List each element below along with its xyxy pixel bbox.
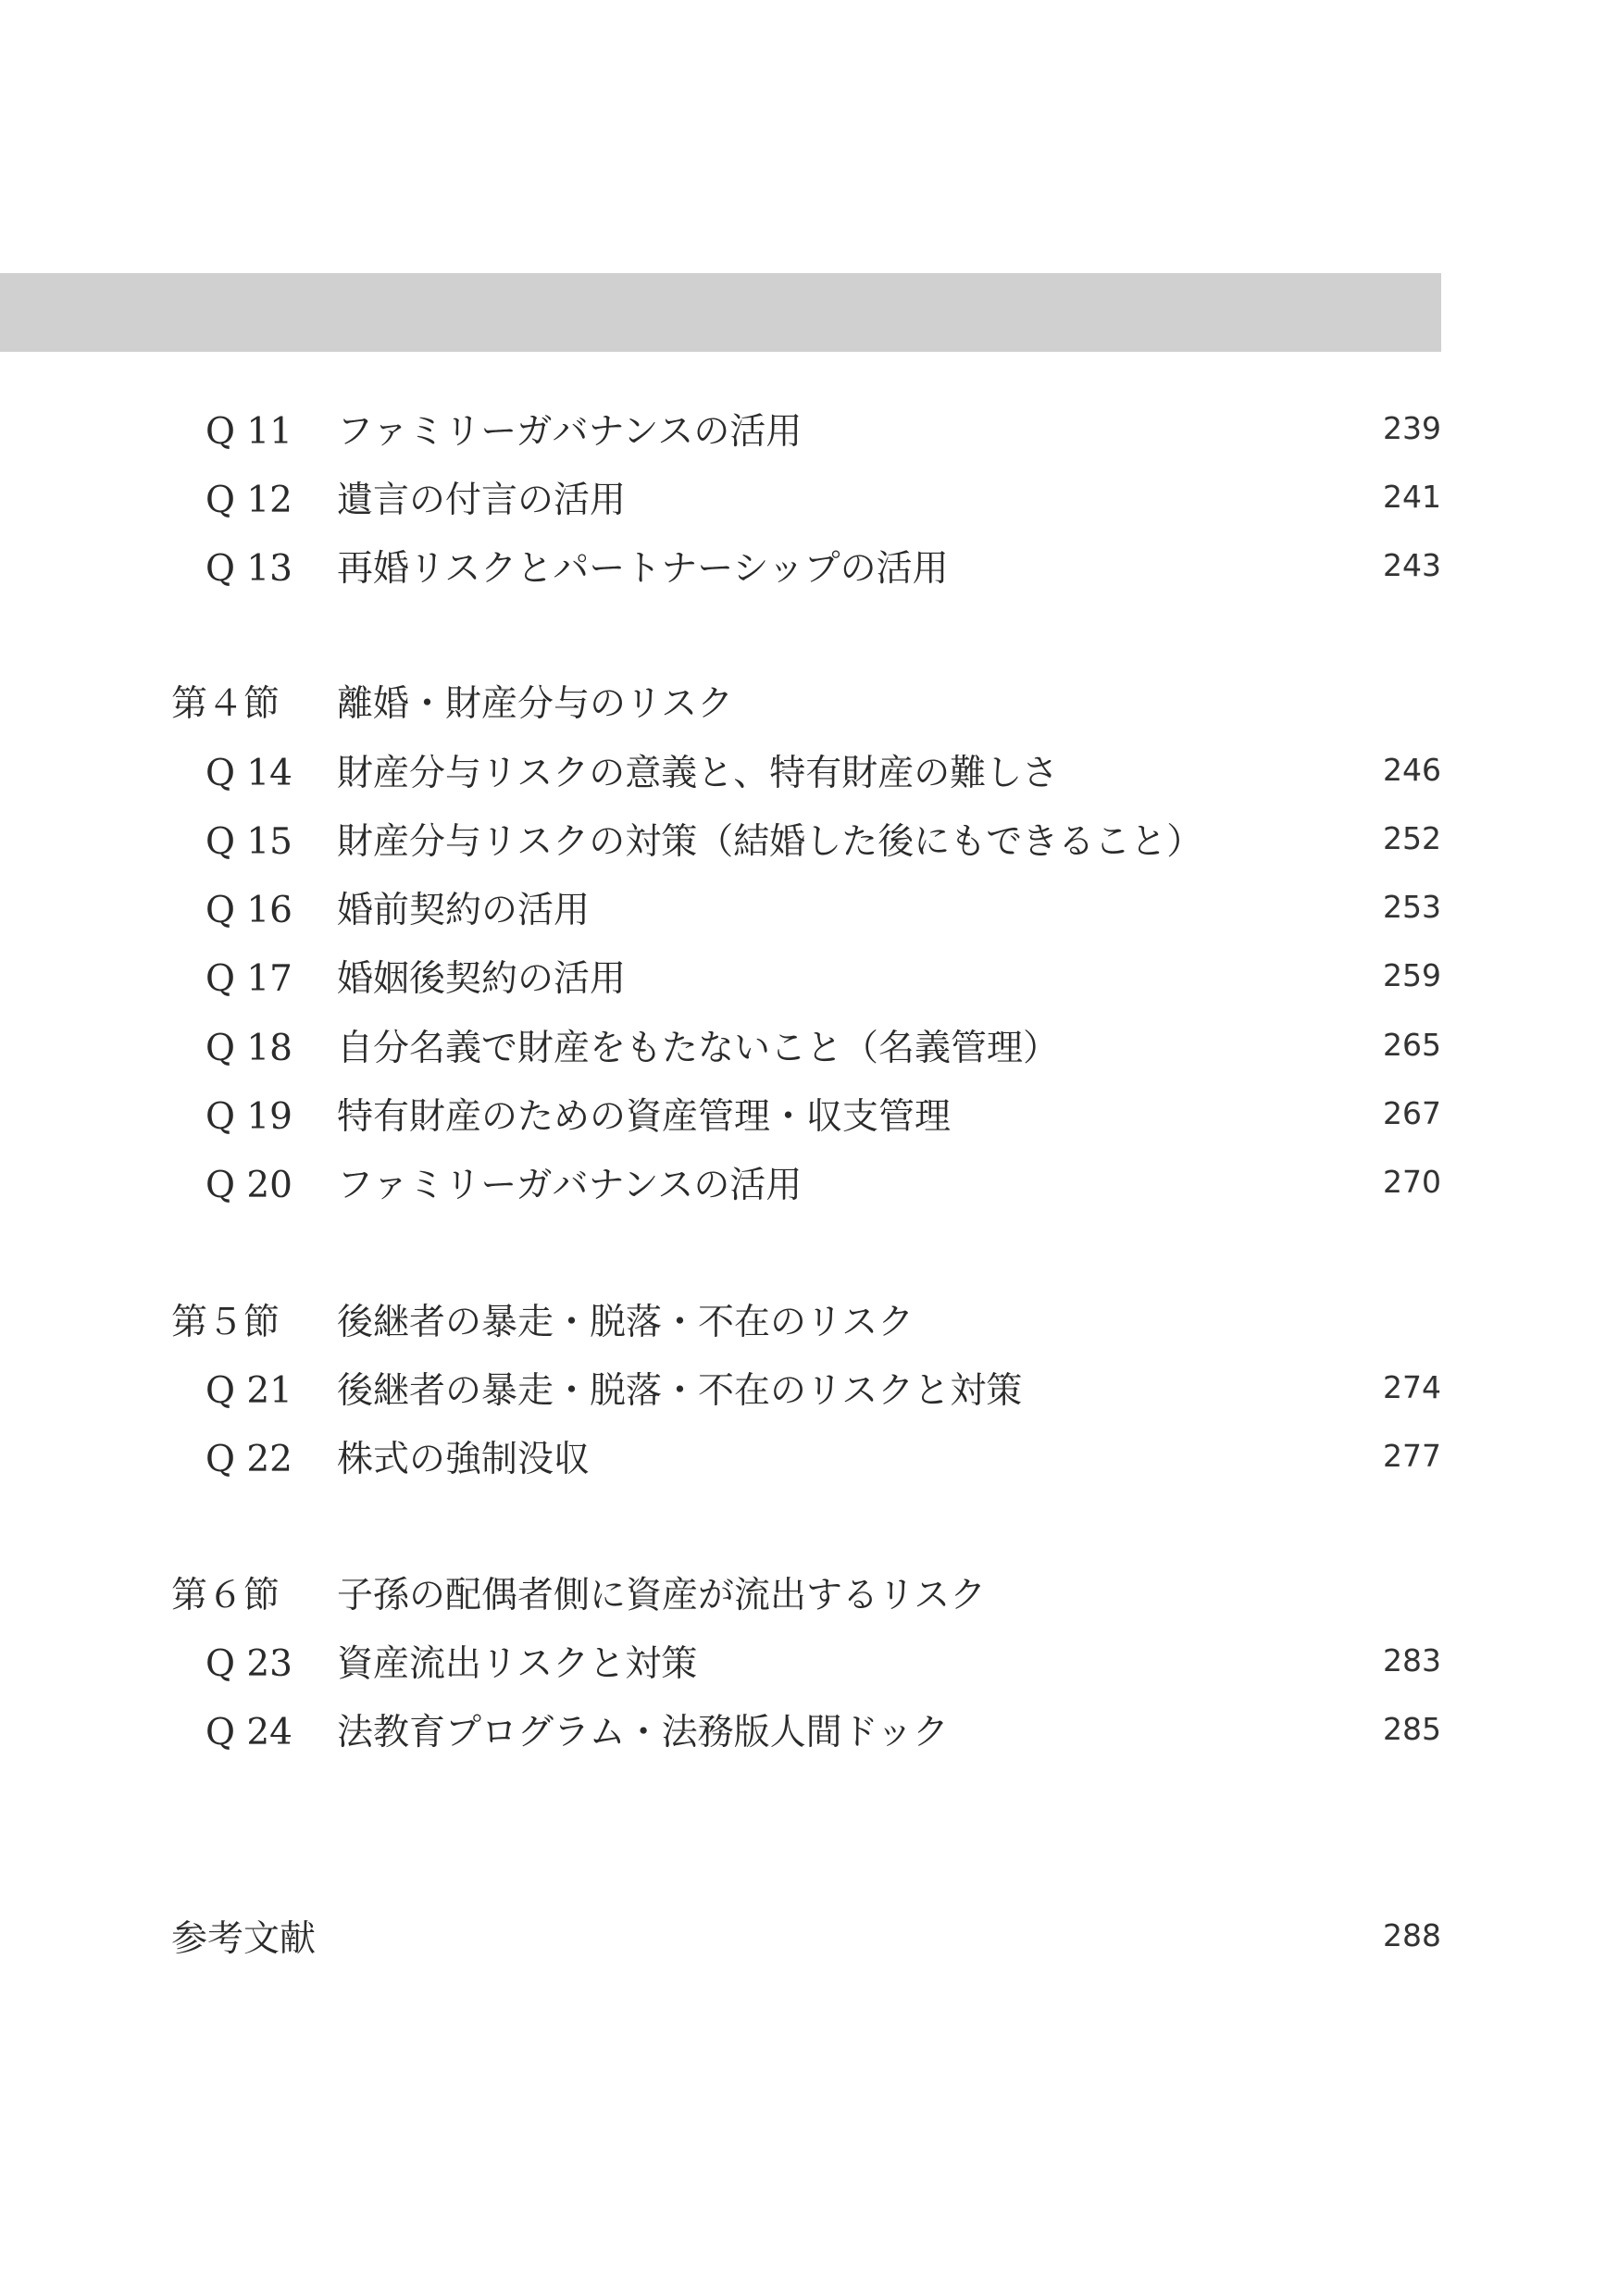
page-number: 285 <box>1383 1711 1441 1747</box>
entry-title: 特有財産のための資産管理・収支管理 <box>337 1096 952 1138</box>
question-number: Q 18 <box>205 1028 292 1069</box>
question-number: Q 16 <box>205 890 292 931</box>
page-number: 252 <box>1383 820 1441 856</box>
toc-entry-q23[interactable] <box>0 1637 1618 1692</box>
page-number: 239 <box>1383 410 1441 446</box>
entry-title: 後継者の暴走・脱落・不在のリスクと対策 <box>337 1370 1023 1412</box>
entry-title: 株式の強制没収 <box>337 1439 591 1480</box>
page-number: 241 <box>1383 479 1441 515</box>
question-number: Q 14 <box>205 753 292 794</box>
question-number: Q 23 <box>205 1643 292 1685</box>
entry-title: 資産流出リスクと対策 <box>337 1643 698 1685</box>
question-number: Q 12 <box>205 480 292 521</box>
entry-title: ファミリーガバナンスの活用 <box>337 1165 803 1206</box>
toc-entry-q13[interactable] <box>0 542 1618 597</box>
toc-entry-references[interactable] <box>0 1912 1618 1967</box>
header-band <box>0 273 1441 352</box>
page-number: 274 <box>1383 1369 1441 1405</box>
section-label: 第４節 <box>171 683 280 725</box>
page-number: 253 <box>1383 889 1441 925</box>
question-number: Q 17 <box>205 958 292 1000</box>
question-number: Q 11 <box>205 411 292 453</box>
toc-entry-q20[interactable] <box>0 1158 1618 1214</box>
question-number: Q 21 <box>205 1370 292 1412</box>
question-number: Q 22 <box>205 1439 292 1480</box>
section-heading-4[interactable] <box>0 677 1618 732</box>
toc-entry-q14[interactable] <box>0 746 1618 802</box>
toc-entry-q16[interactable] <box>0 883 1618 939</box>
toc-entry-q24[interactable] <box>0 1705 1618 1761</box>
toc-entry-q22[interactable] <box>0 1432 1618 1488</box>
entry-title: 法教育プログラム・法務版人間ドック <box>337 1712 950 1753</box>
question-number: Q 20 <box>205 1165 292 1206</box>
entry-title: 婚前契約の活用 <box>337 890 591 931</box>
toc-entry-q18[interactable] <box>0 1021 1618 1077</box>
page-number: 283 <box>1383 1642 1441 1678</box>
section-title: 離婚・財産分与のリスク <box>337 683 734 725</box>
entry-title: 自分名義で財産をもたないこと（名義管理） <box>337 1028 1060 1069</box>
entry-title: 再婚リスクとパートナーシップの活用 <box>337 548 949 590</box>
toc-entry-q15[interactable] <box>0 815 1618 870</box>
question-number: Q 13 <box>205 548 292 590</box>
page-number: 288 <box>1383 1917 1441 1953</box>
page-number: 246 <box>1383 752 1441 788</box>
toc-entry-q12[interactable] <box>0 473 1618 529</box>
question-number: Q 24 <box>205 1712 292 1753</box>
page-number: 259 <box>1383 957 1441 993</box>
question-number: Q 15 <box>205 821 292 863</box>
entry-title: 遺言の付言の活用 <box>337 480 627 521</box>
page-number: 277 <box>1383 1438 1441 1474</box>
section-label: 第５節 <box>171 1302 280 1343</box>
entry-title: 婚姻後契約の活用 <box>337 958 627 1000</box>
page-number: 243 <box>1383 547 1441 583</box>
section-label: 第６節 <box>171 1575 280 1616</box>
section-heading-5[interactable] <box>0 1295 1618 1351</box>
entry-title: 財産分与リスクの意義と、特有財産の難しさ <box>337 753 1059 794</box>
page-number: 270 <box>1383 1164 1441 1200</box>
section-heading-6[interactable] <box>0 1568 1618 1624</box>
toc-entry-q11[interactable] <box>0 405 1618 460</box>
entry-title: 財産分与リスクの対策（結婚した後にもできること） <box>337 821 1203 863</box>
section-title: 後継者の暴走・脱落・不在のリスク <box>337 1302 915 1343</box>
toc-entry-q19[interactable] <box>0 1090 1618 1145</box>
references-label: 参考文献 <box>171 1918 317 1960</box>
toc-entry-q17[interactable] <box>0 952 1618 1007</box>
page-number: 265 <box>1383 1027 1441 1063</box>
section-title: 子孫の配偶者側に資産が流出するリスク <box>337 1575 987 1616</box>
question-number: Q 19 <box>205 1096 292 1138</box>
page-number: 267 <box>1383 1095 1441 1131</box>
toc-entry-q21[interactable] <box>0 1364 1618 1419</box>
entry-title: ファミリーガバナンスの活用 <box>337 411 803 453</box>
